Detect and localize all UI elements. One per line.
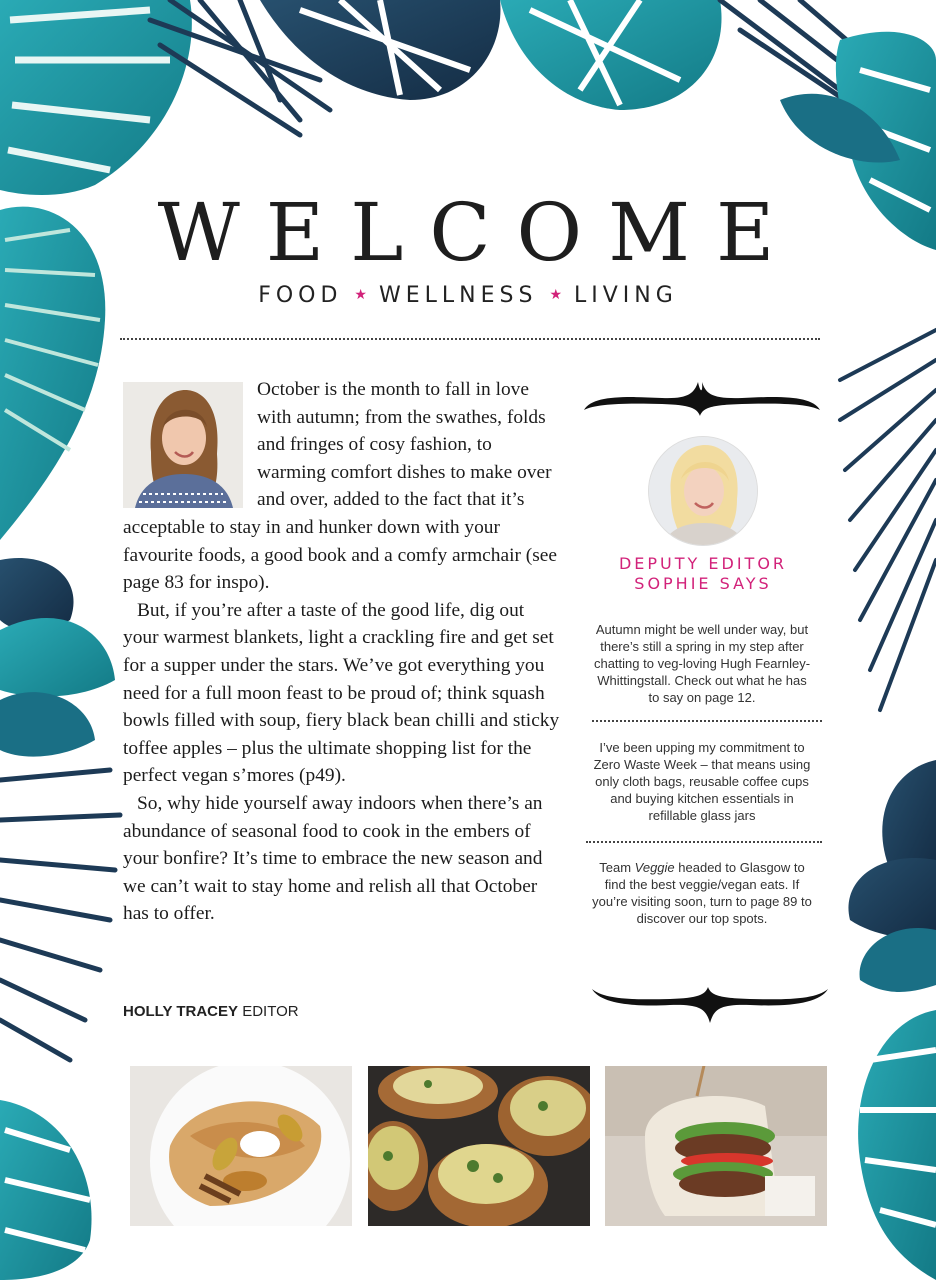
note-text: Team [599,860,635,875]
signature-name: HOLLY TRACEY [123,1003,239,1020]
page-title: WELCOME [157,186,801,279]
note-italic-text: Veggie [634,860,675,875]
editor-signature [123,1003,299,1020]
sidebar-divider [592,720,822,722]
star-icon: ★ [549,287,563,303]
letter-paragraph: But, if you’re after a taste of the good life, dig out your warmest blankets, light a crackling fire and get set for a supper under the stars. We’ve got everything you need for a full moon feast to be proud of; think squash bowls filled with soup, fiery black bean chilli and sticky toffee apples – plus the ultimate shopping list for the perfect vegan s’mores (p49). [123,599,560,787]
header-divider [120,338,820,340]
note-text: headed to Glasgow to find the best veggie/vegan eats. If you’re visiting soon, turn to page 89 to discover our top spots. [592,860,812,926]
deputy-title-line2: SOPHIE SAYS [634,574,772,593]
deputy-editor-heading [580,554,826,594]
page-subtitle [0,283,936,308]
deputy-editor-photo [648,436,758,546]
subtitle-wellness: WELLNESS [378,283,538,308]
food-photo-jacket-potatoes [368,1066,590,1226]
sidebar-note [592,859,812,927]
food-photo-crepes [130,1066,352,1226]
subtitle-food: FOOD [258,283,343,308]
editor-letter [123,376,563,928]
sidebar-divider [586,841,822,843]
sidebar-note: Autumn might be well under way, but there’s still a spring in my step after chatting to veg-loving Hugh Fearnley-Whittingstall. Check out what he has to say on page 12. [593,622,811,705]
signature-role: EDITOR [242,1003,299,1020]
star-icon: ★ [354,287,367,303]
sidebar-note: I’ve been upping my commitment to Zero Waste Week – that means using only cloth bags, reusable coffee cups and buying kitchen essentials in refillable glass jars [593,740,811,823]
subtitle-living: LIVING [574,283,678,308]
deputy-title-line1: DEPUTY EDITOR [618,554,788,573]
bottom-brace-icon [590,985,830,1027]
editor-photo [123,382,243,508]
letter-paragraph: October is the month to fall in love with autumn; from the swathes, folds and fringes of cosy fashion, to warming comfort dishes to make over and over, added to the fact that it’s acceptable to stay in and hunker down with your favourite foods, a good book and a comfy armchair (see page 83 for inspo). [123,379,557,594]
food-photo-burger-wrap [605,1066,827,1226]
letter-paragraph: So, why hide yourself away indoors when there’s an abundance of seasonal food to cook in the embers of your bonfire? It’s time to embrace the new season and we can’t wait to stay home and relish all that October has to offer. [123,792,543,925]
top-brace-icon [582,378,822,418]
